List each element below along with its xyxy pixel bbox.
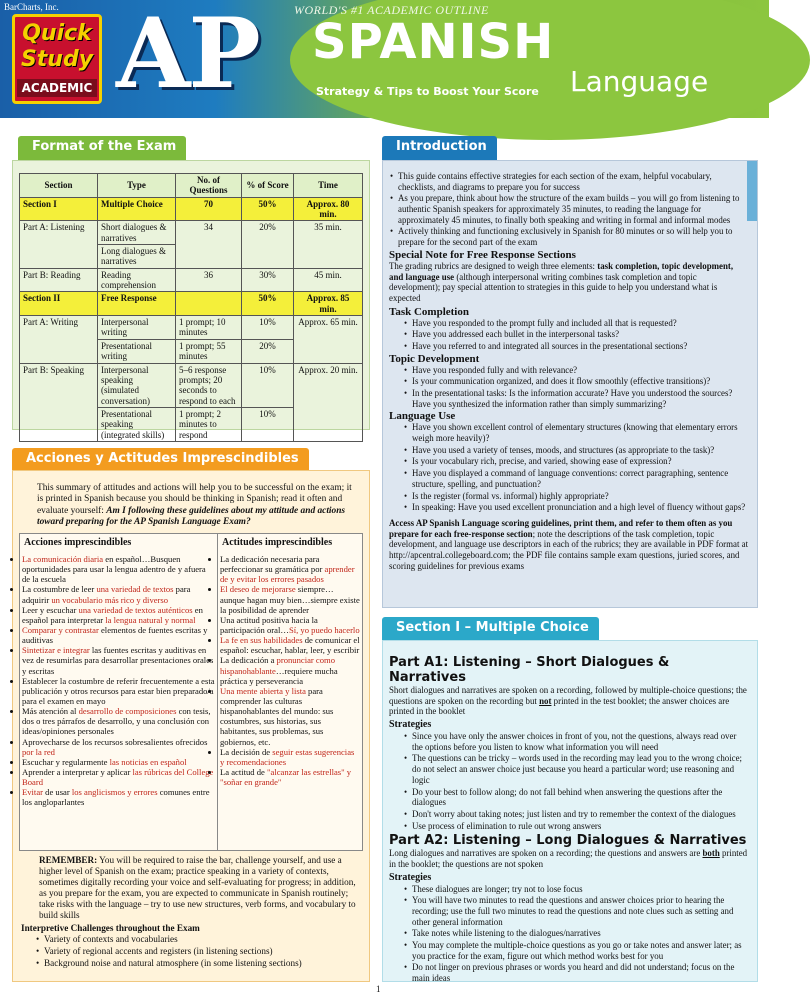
cell: Approx. 20 min. [294, 363, 363, 441]
highlight-text: las rúbricas del College Board [22, 766, 214, 788]
quickstudy-logo [12, 14, 102, 104]
cell: Approx. 80 min. [294, 197, 363, 221]
list-item: • Have you referred to and integrated all sources in the presentational sections? [403, 341, 749, 352]
tagline: WORLD'S #1 ACADEMIC OUTLINE [294, 3, 489, 17]
cell: 50% [242, 197, 294, 221]
body-text: elementos de fuentes escritas y auditivas [22, 624, 208, 646]
cell: Interpersonal speaking (simulated conversation) [98, 363, 176, 407]
publisher-name: BarCharts, Inc. [4, 2, 59, 12]
cell: Approx. 65 min. [294, 316, 363, 363]
list-item: • Background noise and natural atmosphere (in some listening sections) [35, 958, 365, 969]
highlight-text: El deseo de mejorarse [220, 584, 296, 595]
list-item [220, 584, 360, 614]
a2-text-a: Long dialogues and narratives are spoken on a recording; the questions and answers are [389, 848, 703, 859]
acciones-panel [12, 470, 370, 982]
highlight-text: Comparar y contrastar [22, 624, 99, 635]
remember-text: You will be required to raise the bar, challenge yourself, and use a higher level of Spanish on the exam; practice speaking in a variety of contexts, sometimes digitally recording your voice and self-evaluating for progress; in addition, as you prepare for the exam, you are expected to communicate in Spanish routinely; take risks with the language – try to use new structures, verb forms, and vocabulary to build skills [39, 855, 356, 921]
exam-format-table [19, 173, 363, 442]
list-item: • Since you have only the answer choices in front of you, not the questions, always read over the options before you listen to know what information you will need [403, 731, 749, 752]
highlight-text: Una mente abierta y lista [220, 685, 306, 696]
body-text: …requiere mucha práctica y perseverancia [220, 665, 338, 686]
table-row [20, 292, 363, 316]
table-row [20, 268, 363, 292]
list-item [22, 645, 215, 675]
cell: 10% [242, 407, 294, 441]
body-text: para comprender las culturas hispanohablantes del mundo: sus costumbres, sus historias, sus habitantes, sus problemas, sus gobiernos, etc. [220, 685, 334, 747]
list-item [220, 615, 360, 635]
logo-word-quick: Quick [22, 21, 92, 46]
list-item: • Have you addressed each bullet in the interpersonal tasks? [403, 329, 749, 340]
cell: 20% [242, 339, 294, 363]
highlight-text: por la red [22, 746, 55, 757]
cell: Part B: Speaking [20, 363, 98, 441]
cell: 45 min. [294, 268, 363, 292]
cell: 5–6 response prompts; 20 seconds to respond to each [176, 363, 242, 407]
a1-text-a: Short dialogues and narratives are spoken on a recording, followed by multiple-choice questions; the questions are spoken on the recording but [389, 685, 747, 706]
remember-label: REMEMBER: [39, 855, 98, 865]
cell: 35 min. [294, 221, 363, 268]
body-text: Más atención al [22, 706, 79, 717]
list-item [22, 605, 215, 625]
highlight-text: pronunciar como hispanohablante [220, 655, 336, 676]
task-completion-heading: Task Completion [389, 305, 469, 318]
access-bold: Access AP Spanish Language scoring guidelines, print them, and refer to them often as you prepare for each free-response section [389, 517, 733, 539]
body-text: siempre… aunque hagan muy bien…siempre existe la posibilidad de aprender [220, 584, 360, 615]
highlight-text: La comunicación diaria [22, 554, 104, 564]
th-questions: No. of Questions [176, 174, 242, 198]
th-type: Type [98, 174, 176, 198]
acciones-intro [37, 483, 357, 528]
acciones-title: Acciones y Actitudes Imprescindibles [12, 448, 309, 474]
a2-both: both [702, 848, 720, 859]
list-item: • Take notes while listening to the dialogues/narratives [403, 928, 749, 939]
highlight-text: las noticias en español [109, 756, 187, 767]
table-row [20, 316, 363, 340]
list-item [220, 686, 360, 747]
special-text-b: task completion, topic development, and language use [389, 260, 734, 282]
list-item [22, 584, 215, 604]
challenges-list [21, 934, 365, 969]
subtitle: Strategy & Tips to Boost Your Score [316, 85, 539, 98]
list-item: • Have you responded to the prompt fully and included all that is requested? [403, 318, 749, 329]
cell: Section II [20, 292, 98, 316]
cell: Reading comprehension [98, 268, 176, 292]
list-item [220, 655, 360, 685]
body-text: las fuentes escritas y auditivas en vez de resumirlas para desarrollar presentaciones orales y escritas [22, 645, 214, 676]
body-text: Leer y escuchar [22, 604, 79, 615]
th-section: Section [20, 174, 98, 198]
highlight-text: desarrollo de composiciones [78, 706, 177, 717]
mc-content [389, 653, 749, 985]
acciones-right-column [218, 534, 362, 850]
a1-not: not [539, 695, 552, 706]
body-text: en español para interpretar [22, 604, 203, 625]
body-text: de usar [43, 787, 72, 798]
cell: 10% [242, 316, 294, 340]
challenges-heading: Interpretive Challenges throughout the Exam [21, 923, 200, 934]
logo-word-study: Study [20, 47, 94, 72]
cell: 1 prompt; 10 minutes [176, 316, 242, 340]
highlight-text: La fe en sus habilidades [220, 635, 303, 646]
cell: Short dialogues & narratives [98, 221, 176, 245]
body-text: La dedicación a [220, 655, 277, 666]
list-item: • Actively thinking and functioning exclusively in Spanish for 80 minutes or so will help you to prepare for the second part of the exam [389, 226, 749, 247]
cell: Multiple Choice [98, 197, 176, 221]
body-text: para adquirir [22, 584, 191, 605]
intro-bullets [389, 171, 749, 248]
mc-panel [382, 640, 758, 982]
list-item: • Do your best to follow along; do not fall behind when answering the questions after the dialogues [403, 787, 749, 808]
list-item: • Is the register (formal vs. informal) highly appropriate? [403, 491, 749, 502]
strategies-heading: Strategies [389, 871, 432, 883]
part-a2-heading: Part A2: Listening – Long Dialogues & Narratives [389, 833, 747, 849]
body-text: en español…Busquen oportunidades para usar la lengua adentro de y afuera de la escuela [22, 554, 206, 585]
mc-title: Section I – Multiple Choice [382, 617, 599, 643]
cell: Part A: Listening [20, 221, 98, 268]
list-item: • In speaking: Have you used excellent pronunciation and a high level of fluency without gaps? [403, 502, 749, 513]
cell: Presentational speaking (integrated skills) [98, 407, 176, 441]
header-banner [0, 0, 769, 118]
access-text: ; note the descriptions of the task completion, topic development, and language use descriptors in each of the rubrics; they are available in PDF format at http://apcentral.collegeboard.com; the PDF file contains sample exam questions, juried scores, and scoring guidelines for previous exams [389, 528, 749, 571]
cell: Free Response [98, 292, 176, 316]
cell: 30% [242, 268, 294, 292]
table-row [20, 197, 363, 221]
highlight-text: los anglicismos y errores [71, 787, 158, 798]
list-item: • These dialogues are longer; try not to lose focus [403, 884, 749, 895]
title-spanish: SPANISH [312, 14, 555, 70]
highlight-text: seguir estas sugerencias y recomendaciones [220, 746, 355, 767]
list-item: • Have you shown excellent control of elementary structures (knowing that elementary errors weigh more heavily)? [403, 422, 749, 443]
cell [176, 292, 242, 316]
intro-content [389, 171, 749, 573]
body-text: La costumbre de leer [22, 584, 97, 595]
highlight-text: una variedad de textos auténticos [78, 604, 193, 615]
body-text: La decisión de [220, 746, 273, 757]
page-number: 1 [376, 984, 381, 994]
body-text: comunes entre los angloparlantes [22, 787, 210, 808]
remember-block [21, 855, 365, 970]
list-item [22, 767, 215, 787]
a2-text-b: printed in the booklet; the questions are not spoken [389, 848, 748, 869]
th-time: Time [294, 174, 363, 198]
highlight-text: un vocabulario más rico y diverso [51, 594, 169, 605]
format-panel [12, 160, 370, 440]
cell: 20% [242, 221, 294, 268]
list-item: • Is your vocabulary rich, precise, and varied, showing ease of expression? [403, 456, 749, 467]
cell: Interpersonal writing [98, 316, 176, 340]
table-header-row [20, 174, 363, 198]
acciones-right-list [220, 554, 360, 787]
a1-strategies-list [389, 731, 749, 831]
topic-list [389, 365, 749, 410]
topic-development-heading: Topic Development [389, 352, 480, 365]
list-item: • Variety of contexts and vocabularies [35, 934, 365, 945]
list-item [220, 554, 360, 584]
logo-word-academic: ACADEMIC [17, 79, 97, 97]
highlight-text: Sintetizar e integrar [22, 645, 90, 656]
cell: Section I [20, 197, 98, 221]
part-a1-heading: Part A1: Listening – Short Dialogues & Narratives [389, 655, 670, 685]
cell: 10% [242, 363, 294, 407]
highlight-text: Sí, yo puedo hacerlo [288, 624, 360, 635]
body-text: Una actitud positiva hacia la participación oral… [220, 614, 318, 635]
list-item: • Have you responded fully and with relevance? [403, 365, 749, 376]
list-item: • As you prepare, think about how the structure of the exam builds – you will go from listening to authentic Spanish speakers for approximately 35 minutes, to reading the language for approximately 45 minutes, to finally both speaking and writing in formal and informal modes [389, 193, 749, 225]
list-item [22, 787, 215, 807]
language-use-heading: Language Use [389, 410, 456, 423]
body-text: de comunicar el español: escuchar, hablar, leer, y escribir [220, 635, 360, 656]
title-language: Language [570, 65, 709, 98]
format-title: Format of the Exam [18, 136, 186, 162]
cell: 34 [176, 221, 242, 268]
intro-title: Introduction [382, 136, 497, 162]
list-item: • Is your communication organized, and does it flow smoothly (effective transitions)? [403, 376, 749, 387]
task-list [389, 318, 749, 352]
table-row [20, 363, 363, 407]
intro-panel [382, 160, 758, 608]
a2-strategies-list [389, 884, 749, 984]
highlight-text: Evitar [22, 787, 43, 798]
list-item [22, 737, 215, 757]
acciones-columns [19, 533, 363, 851]
list-item: • The questions can be tricky – words used in the recording may lead you to the wrong choice; do not select an answer choice just because you heard a particular word; use reasoning and logic [403, 753, 749, 785]
list-item [220, 747, 360, 767]
acciones-right-heading: Actitudes imprescindibles [222, 537, 333, 548]
body-text: Aprender a interpretar y aplicar [22, 766, 133, 777]
table-row [20, 221, 363, 245]
list-item: • Variety of regional accents and registers (in listening sections) [35, 946, 365, 957]
list-item [220, 767, 360, 787]
list-item [22, 676, 215, 706]
list-item: • Have you used a variety of tenses, moods, and structures (as appropriate to the task)? [403, 445, 749, 456]
list-item [22, 757, 215, 767]
list-item: • You will have two minutes to read the questions and answer choices prior to hearing the recording; use the full two minutes to read the questions and note clues such as setting and other general information [403, 895, 749, 927]
special-text-c: (although interpersonal writing combines task completion and topic development); pay special attention to strategies in this guide to help you understand what is expected [389, 271, 718, 303]
acciones-left-list [22, 554, 215, 808]
list-item [22, 554, 215, 584]
list-item [220, 635, 360, 655]
acciones-left-column [20, 534, 218, 850]
body-text: La actitud de [220, 766, 268, 777]
body-text: Escuchar y regularmente [22, 756, 110, 767]
body-text: con tesis, dos o tres párrafos de desarrollo, y una conclusión con ideas/opiniones personales [22, 706, 211, 737]
cell: 1 prompt; 2 minutes to respond [176, 407, 242, 441]
a1-text-b: printed in the test booklet; the answer choices are printed in the booklet [389, 695, 730, 717]
highlight-text: "alcanzar las estrellas" y "soñar en grande" [220, 766, 352, 788]
cell: 50% [242, 292, 294, 316]
acciones-left-heading: Acciones imprescindibles [24, 537, 132, 548]
acciones-intro-question: Am I following these guidelines about my attitude and actions toward preparing for the AP Spanish Language Exam? [37, 505, 346, 527]
list-item: • Use process of elimination to rule out wrong answers [403, 821, 749, 832]
cell: Part B: Reading [20, 268, 98, 292]
body-text: Establecer la costumbre de referir frecuentemente a esta publicación y otros recursos para estar bien preparado/a para el examen en mayo [22, 675, 215, 706]
highlight-text: una variedad de textos [96, 584, 174, 595]
body-text: Aprovecharse de los recursos sobresalientes ofrecidos [22, 736, 208, 747]
language-list [389, 422, 749, 513]
list-item: • In the presentational tasks: Is the information accurate? Have you understood the sources? Have you synthesized the information rather than simply summarizing? [403, 388, 749, 409]
list-item: • Do not linger on previous phrases or words you heard and did not understand; focus on the main ideas [403, 962, 749, 983]
list-item: • Have you displayed a command of language conventions: correct paragraphing, sentence structure, spelling, and punctuation? [403, 468, 749, 489]
list-item [22, 706, 215, 736]
title-ap: AP [116, 0, 259, 110]
cell: Long dialogues & narratives [98, 245, 176, 269]
body-text: La dedicación necesaria para perfeccionar su gramática por [220, 554, 325, 575]
list-item [22, 625, 215, 645]
acciones-intro-text: This summary of attitudes and actions will help you to be successful on the exam; it is printed in Spanish because you should be thinking in Spanish; read it often and evaluate yourself: [37, 483, 352, 516]
cell: 70 [176, 197, 242, 221]
special-text-a: The grading rubrics are designed to weigh three elements: [389, 260, 598, 271]
th-score: % of Score [242, 174, 294, 198]
cell: Approx. 85 min. [294, 292, 363, 316]
highlight-text: aprender de y evitar los errores pasados [220, 564, 355, 585]
cell: 36 [176, 268, 242, 292]
list-item: • You may complete the multiple-choice questions as you go or take notes and answer later; as you practice for the exam, figure out which method works best for you [403, 940, 749, 961]
list-item: • This guide contains effective strategies for each section of the exam, helpful vocabulary, checklists, and diagrams to prepare you for success [389, 171, 749, 192]
strategies-heading: Strategies [389, 719, 432, 731]
highlight-text: la lengua natural y normal [105, 614, 196, 625]
cell: 1 prompt; 55 minutes [176, 339, 242, 363]
special-note-heading: Special Note for Free Response Sections [389, 248, 576, 261]
cell: Part A: Writing [20, 316, 98, 363]
list-item: • Don't worry about taking notes; just listen and try to remember the context of the dialogues [403, 809, 749, 820]
cell: Presentational writing [98, 339, 176, 363]
